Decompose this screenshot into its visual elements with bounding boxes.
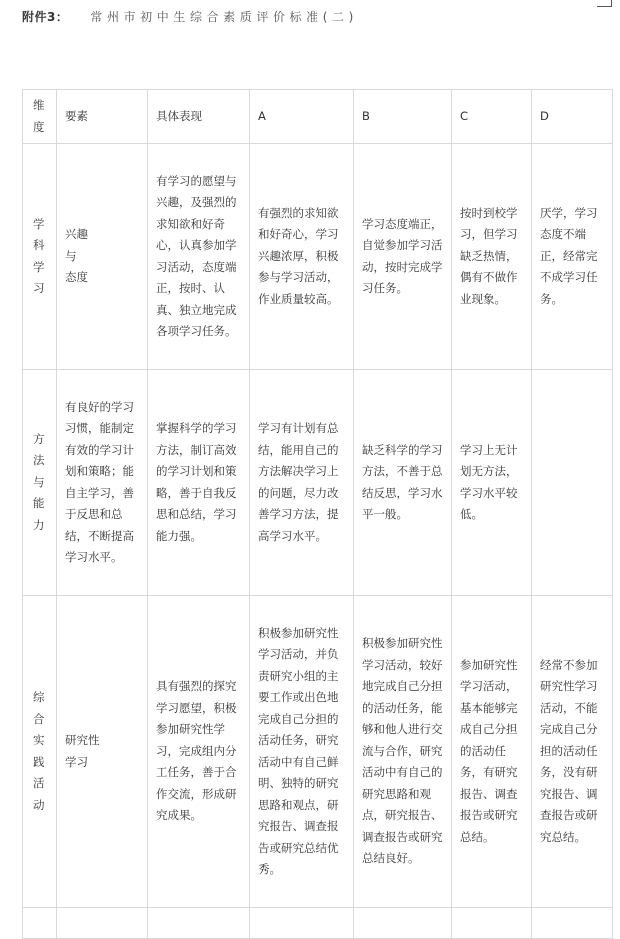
performance-cell: 具有强烈的探究学习愿望，积极参加研究性学习，完成组内分工任务，善于合作交流，形成研究成果。	[148, 596, 250, 908]
cut-off-cell	[532, 908, 613, 939]
grade-c-cell: 参加研究性学习活动，基本能够完成自己分担的活动任务，有研究报告、调查报告或研究总结。	[452, 596, 532, 908]
table-header-row	[23, 90, 613, 144]
column-header: D	[532, 90, 613, 144]
cut-off-cell	[23, 908, 57, 939]
grade-d-cell	[532, 370, 613, 596]
cut-off-cell	[452, 908, 532, 939]
grade-c-cell: 按时到校学习，但学习缺乏热情，偶有不做作业现象。	[452, 144, 532, 370]
element-cell: 有良好的学习习惯，能制定有效的学习计划和策略；能自主学习，善于反思和总结，不断提高学习水平。	[57, 370, 148, 596]
performance-cell: 掌握科学的学习方法，制订高效的学习计划和策略，善于自我反思和总结，学习能力强。	[148, 370, 250, 596]
element-cell: 兴趣 与 态度	[57, 144, 148, 370]
column-header: B	[354, 90, 452, 144]
grade-b-cell: 缺乏科学的学习方法，不善于总结反思，学习水平一般。	[354, 370, 452, 596]
element-cell: 研究性 学习	[57, 596, 148, 908]
performance-cell: 有学习的愿望与兴趣，及强烈的求知欲和好奇心，认真参加学习活动，态度端正，按时、认真、独立地完成各项学习任务。	[148, 144, 250, 370]
dimension-cell: 学科学习	[23, 144, 57, 370]
evaluation-standard-table	[22, 89, 613, 939]
cut-off-cell	[354, 908, 452, 939]
grade-d-cell: 厌学，学习态度不端正，经常完不成学习任务。	[532, 144, 613, 370]
grade-a-cell: 积极参加研究性学习活动，并负责研究小组的主要工作或出色地完成自己分担的活动任务，研究活动中有自己鲜明、独特的研究思路和观点，研究报告、调查报告或研究总结优秀。	[250, 596, 354, 908]
column-header: C	[452, 90, 532, 144]
grade-c-cell: 学习上无计划无方法，学习水平较低。	[452, 370, 532, 596]
column-header: 具体表现	[148, 90, 250, 144]
grade-d-cell: 经常不参加研究性学习活动，不能完成自己分担的活动任务，没有研究报告、调查报告或研究总结。	[532, 596, 613, 908]
column-header: 维度	[23, 90, 57, 144]
table-row	[23, 370, 613, 596]
attachment-label: 附件3：	[22, 10, 69, 24]
table-row	[23, 144, 613, 370]
dimension-cell: 综合实践活动	[23, 596, 57, 908]
column-header: 要素	[57, 90, 148, 144]
cut-off-cell	[148, 908, 250, 939]
table-row-partial	[23, 908, 613, 939]
grade-b-cell: 学习态度端正，自觉参加学习活动，按时完成学习任务。	[354, 144, 452, 370]
column-header: A	[250, 90, 354, 144]
grade-a-cell: 学习有计划有总结，能用自己的方法解决学习上的问题，尽力改善学习方法，提高学习水平。	[250, 370, 354, 596]
dimension-cell: 方法与能力	[23, 370, 57, 596]
grade-b-cell: 积极参加研究性学习活动，较好地完成自己分担的活动任务，能够和他人进行交流与合作，研究活动中有自己的研究思路和观点，研究报告、调查报告或研究总结良好。	[354, 596, 452, 908]
cut-off-cell	[250, 908, 354, 939]
cut-off-cell	[57, 908, 148, 939]
page-header	[22, 8, 358, 25]
page-corner-mark	[597, 0, 612, 7]
grade-a-cell: 有强烈的求知欲和好奇心，学习兴趣浓厚，积极参与学习活动，作业质量较高。	[250, 144, 354, 370]
table-row	[23, 596, 613, 908]
page-title: 常州市初中生综合素质评价标准(二)	[90, 10, 358, 24]
